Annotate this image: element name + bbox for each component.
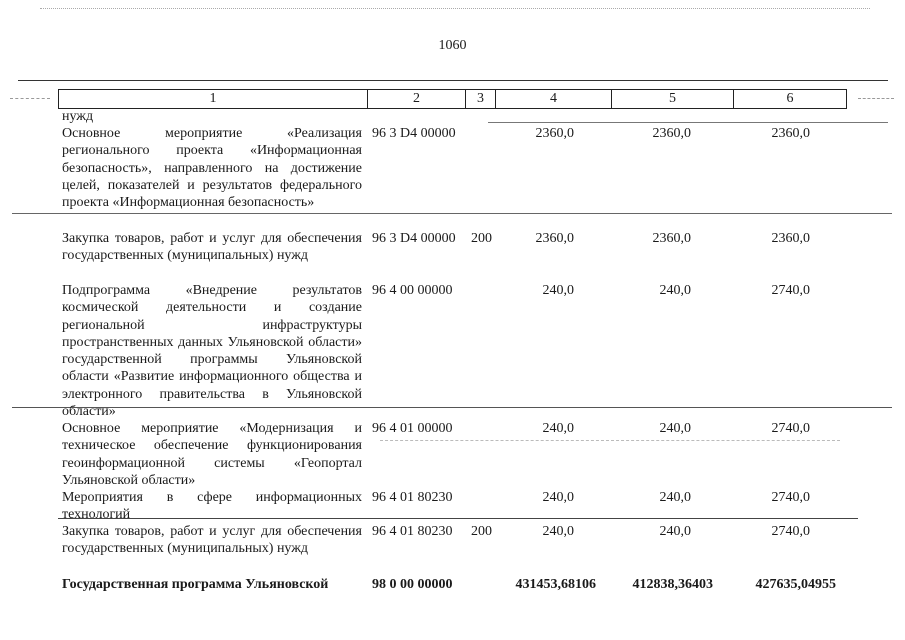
header-col-2: 2 xyxy=(367,90,465,108)
table-row-col6: 2360,0 xyxy=(771,126,810,141)
table-row-col6: 2740,0 xyxy=(771,524,810,539)
header-col-6: 6 xyxy=(733,90,846,108)
table-row-col5: 240,0 xyxy=(659,421,691,436)
table-row-code: 96 4 01 00000 xyxy=(372,421,453,436)
header-col-1: 1 xyxy=(209,91,217,106)
table-row-col4: 240,0 xyxy=(542,524,574,539)
table-row-code: 96 4 01 80230 xyxy=(372,490,453,505)
table-row-code: 96 3 D4 00000 xyxy=(372,126,456,141)
table-row-desc: Закупка товаров, работ и услуг для обеспечения государственных (муниципальных) нужд xyxy=(62,524,362,557)
scan-artifact-mid xyxy=(380,440,840,441)
table-row-code: 98 0 00 00000 xyxy=(372,577,453,592)
scan-artifact-top xyxy=(40,8,870,9)
row-separator xyxy=(488,122,888,123)
scan-artifact-right xyxy=(858,98,894,99)
scan-artifact-left xyxy=(10,98,50,99)
table-row-desc: Основное мероприятие «Модернизация и техническое обеспечение функционирования геоинформационной системы «Геопортал Ульяновской области» xyxy=(62,421,362,488)
table-row-desc: Основное мероприятие «Реализация регионального проекта «Информационная безопасность», направленного на достижение целей, показателей и результатов федерального проекта «Информационная безопасность» xyxy=(62,126,362,211)
table-row-vr: 200 xyxy=(471,231,492,246)
table-row-col6: 2740,0 xyxy=(771,490,810,505)
table-row-code: 96 4 01 80230 xyxy=(372,524,453,539)
table-row-col5: 240,0 xyxy=(659,283,691,298)
table-row-col5: 2360,0 xyxy=(652,231,691,246)
table-row-col4: 431453,68106 xyxy=(515,577,596,592)
table-row-col5: 2360,0 xyxy=(652,126,691,141)
table-row-col6: 2360,0 xyxy=(771,231,810,246)
table-header xyxy=(58,89,847,109)
header-col-3: 3 xyxy=(465,90,495,108)
table-row-col5: 240,0 xyxy=(659,524,691,539)
table-top-rule xyxy=(18,80,888,81)
table-row-col6: 2740,0 xyxy=(771,283,810,298)
table-row-desc: нужд xyxy=(62,109,94,124)
table-row-desc: Закупка товаров, работ и услуг для обеспечения государственных (муниципальных) нужд xyxy=(62,231,362,264)
table-row-col4: 240,0 xyxy=(542,283,574,298)
table-row-vr: 200 xyxy=(471,524,492,539)
table-row-code: 96 4 00 00000 xyxy=(372,283,453,298)
table-row-col4: 240,0 xyxy=(542,490,574,505)
page-number: 1060 xyxy=(438,38,467,53)
table-row-col5: 412838,36403 xyxy=(632,577,713,592)
table-row-col4: 2360,0 xyxy=(535,231,574,246)
table-row-col6: 2740,0 xyxy=(771,421,810,436)
header-col-4: 4 xyxy=(495,90,611,108)
table-row-col4: 2360,0 xyxy=(535,126,574,141)
table-row-code: 96 3 D4 00000 xyxy=(372,231,456,246)
table-row-col5: 240,0 xyxy=(659,490,691,505)
row-separator xyxy=(12,213,892,214)
header-col-5: 5 xyxy=(611,90,733,108)
table-row-col4: 240,0 xyxy=(542,421,574,436)
table-row-col6: 427635,04955 xyxy=(755,577,836,592)
table-row-desc: Государственная программа Ульяновской xyxy=(62,577,329,592)
table-row-desc: Подпрограмма «Внедрение результатов космической деятельности и создание региональной инфраструктуры пространственных данных Ульяновской области» государственной программы Ульяновской области «Развитие информационного общества и электронного правительства в Ульяновской области» xyxy=(62,283,362,420)
table-row-desc: Мероприятия в сфере информационных технологий xyxy=(62,490,362,523)
